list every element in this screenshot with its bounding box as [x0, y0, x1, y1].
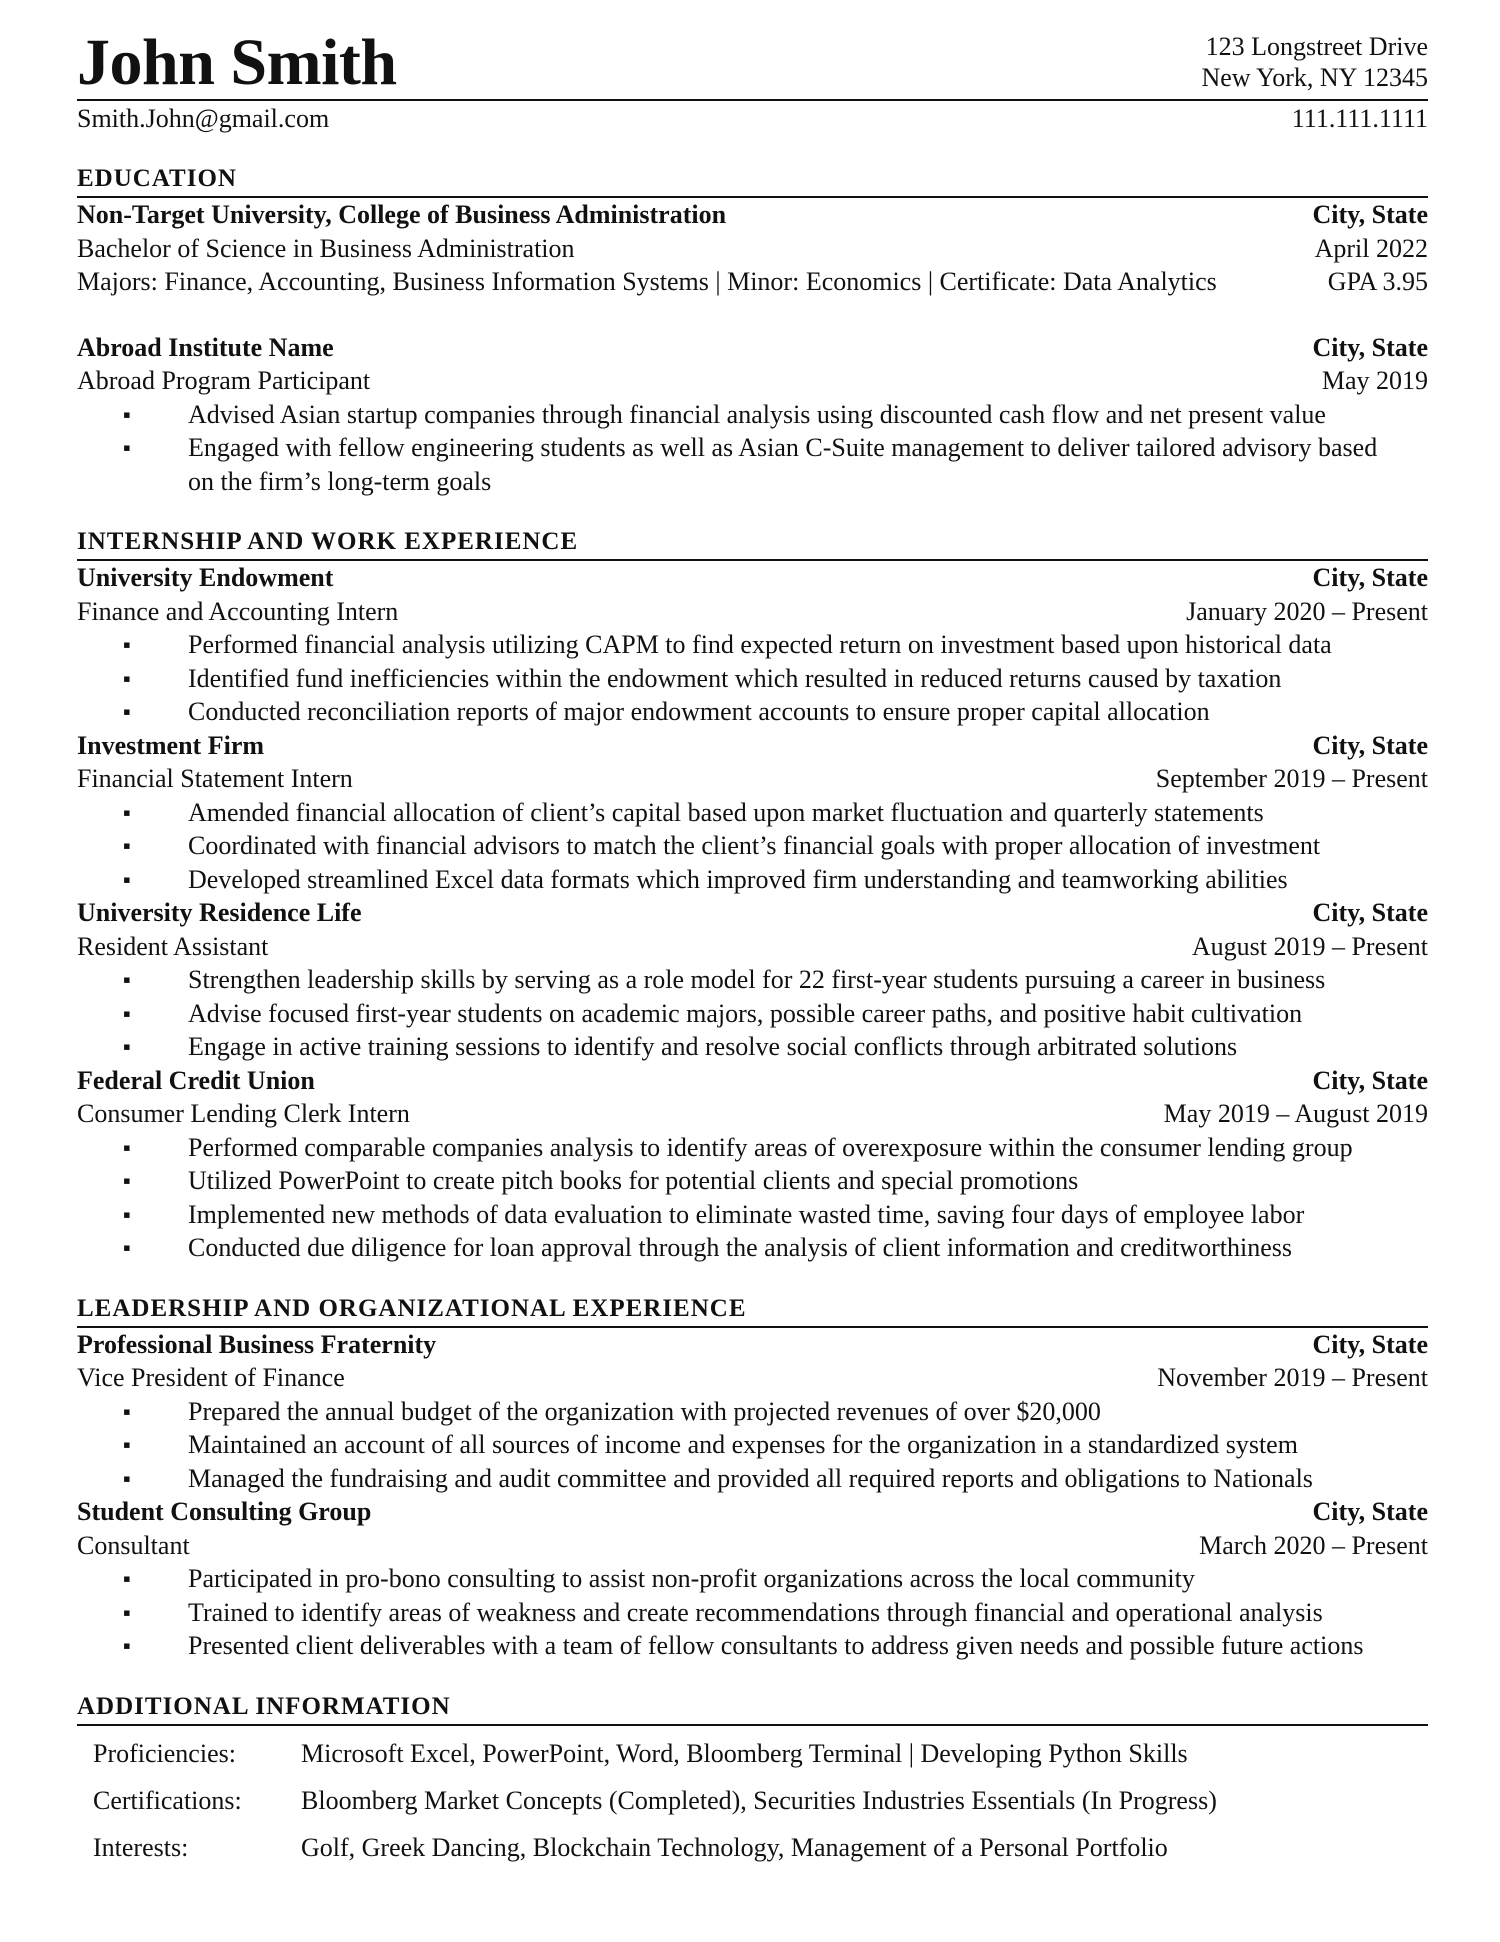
experience-entry [77, 561, 1428, 729]
date: April 2022 [1314, 233, 1428, 263]
date: May 2019 – August 2019 [1163, 1099, 1428, 1128]
bullet-item: ▪ Prepared the annual budget of the organization with projected revenues of over $20,000 [77, 1395, 1428, 1429]
org-location: City, State [1312, 898, 1428, 927]
bullet-item: ▪ Developed streamlined Excel data formats which improved firm understanding and teamworking abilities [77, 863, 1428, 897]
leadership-section [77, 1295, 1428, 1663]
phone: 111.111.1111 [1291, 104, 1428, 133]
org-location: City, State [1312, 730, 1428, 760]
education-entry [77, 331, 1428, 499]
role: Consumer Lending Clerk Intern [77, 1099, 410, 1128]
gpa: GPA 3.95 [1327, 267, 1428, 296]
additional-section [77, 1693, 1428, 1871]
education-section [77, 165, 1428, 498]
bullet-item: ▪ Engaged with fellow engineering students as well as Asian C-Suite management to deliver tailored advisory based [77, 431, 1428, 465]
org-name: University Endowment [77, 563, 334, 592]
section-title: EDUCATION [77, 165, 1428, 198]
info-row [77, 1730, 1428, 1777]
info-label: Proficiencies: [93, 1738, 236, 1768]
experience-section [77, 528, 1428, 1265]
bullet-item: ▪ Identified fund inefficiencies within the endowment which resulted in reduced returns caused by taxation [77, 662, 1428, 696]
degree: Bachelor of Science in Business Administration [77, 233, 575, 263]
bullet-list [77, 628, 1428, 729]
bullet-item: ▪ Strengthen leadership skills by serving as a role model for 22 first-year students pursuing a career in business [77, 963, 1428, 997]
info-row [77, 1777, 1428, 1824]
bullet-list [77, 398, 1428, 499]
org-name: Abroad Institute Name [77, 332, 334, 362]
org-location: City, State [1312, 1329, 1428, 1359]
experience-entry [77, 896, 1428, 1064]
date: September 2019 – Present [1155, 764, 1428, 793]
bullet-item: ▪ Advise focused first-year students on academic majors, possible career paths, and positive habit cultivation [77, 997, 1428, 1031]
date: August 2019 – Present [1191, 931, 1428, 961]
role: Abroad Program Participant [77, 366, 371, 395]
bullet-list [77, 1395, 1428, 1496]
bullet-list [77, 963, 1428, 1064]
leadership-entry [77, 1328, 1428, 1496]
date: November 2019 – Present [1157, 1363, 1428, 1392]
email: Smith.John@gmail.com [77, 104, 330, 133]
role: Finance and Accounting Intern [77, 596, 399, 626]
bullet-item: ▪ Maintained an account of all sources of income and expenses for the organization in a standardized system [77, 1428, 1428, 1462]
bullet-item: ▪ Conducted due diligence for loan approval through the analysis of client information and creditworthiness [77, 1231, 1428, 1265]
address-block [1201, 31, 1428, 93]
org-location: City, State [1312, 1497, 1428, 1526]
bullet-item: ▪ Engage in active training sessions to identify and resolve social conflicts through arbitrated solutions [77, 1030, 1428, 1064]
additional-info-table [77, 1730, 1428, 1871]
bullet-continuation: on the firm’s long-term goals [188, 466, 492, 496]
bullet-item: ▪ Managed the fundraising and audit committee and provided all required reports and obligations to Nationals [77, 1462, 1428, 1496]
org-name: University Residence Life [77, 898, 362, 927]
org-location: City, State [1312, 563, 1428, 592]
org-location: City, State [1312, 200, 1428, 229]
bullet-item: ▪ Advised Asian startup companies through financial analysis using discounted cash flow and net present value [77, 398, 1428, 432]
info-value: Bloomberg Market Concepts (Completed), Securities Industries Essentials (In Progress) [301, 1785, 1217, 1815]
info-row [77, 1824, 1428, 1871]
role: Vice President of Finance [77, 1363, 345, 1392]
date: January 2020 – Present [1186, 596, 1428, 626]
bullet-item: ▪ Presented client deliverables with a team of fellow consultants to address given needs and possible future actions [77, 1629, 1428, 1663]
info-value: Golf, Greek Dancing, Blockchain Technology, Management of a Personal Portfolio [301, 1832, 1168, 1862]
contact-row [77, 103, 1428, 135]
bullet-item: ▪ Performed financial analysis utilizing CAPM to find expected return on investment based upon historical data [77, 628, 1428, 662]
org-name: Non-Target University, College of Business Administration [77, 200, 727, 229]
org-location: City, State [1312, 1065, 1428, 1095]
role: Resident Assistant [77, 931, 269, 961]
bullet-item: ▪ Participated in pro-bono consulting to assist non-profit organizations across the local community [77, 1562, 1428, 1596]
leadership-entry [77, 1495, 1428, 1663]
org-name: Federal Credit Union [77, 1065, 315, 1095]
bullet-item: ▪ Coordinated with financial advisors to match the client’s financial goals with proper allocation of investment [77, 829, 1428, 863]
org-name: Professional Business Fraternity [77, 1329, 437, 1359]
address-line-2: New York, NY 12345 [1201, 63, 1428, 92]
experience-entry [77, 1064, 1428, 1265]
section-title: INTERNSHIP AND WORK EXPERIENCE [77, 528, 1428, 561]
org-location: City, State [1312, 332, 1428, 362]
bullet-item: ▪ Utilized PowerPoint to create pitch books for potential clients and special promotions [77, 1164, 1428, 1198]
bullet-item: ▪ Performed comparable companies analysis to identify areas of overexposure within the consumer lending group [77, 1131, 1428, 1165]
bullet-item: ▪ Conducted reconciliation reports of major endowment accounts to ensure proper capital allocation [77, 695, 1428, 729]
info-label: Certifications: [93, 1785, 242, 1815]
bullet-item: ▪ Implemented new methods of data evaluation to eliminate wasted time, saving four days of employee labor [77, 1198, 1428, 1232]
date: May 2019 [1321, 366, 1428, 395]
bullet-list [77, 796, 1428, 897]
bullet-list [77, 1562, 1428, 1663]
majors: Majors: Finance, Accounting, Business Information Systems | Minor: Economics | Certificate: Data Analytics [77, 267, 1217, 296]
role: Consultant [77, 1530, 190, 1560]
bullet-list [77, 1131, 1428, 1265]
section-title: LEADERSHIP AND ORGANIZATIONAL EXPERIENCE [77, 1295, 1428, 1328]
resume-page [77, 26, 1428, 1871]
address-line-1: 123 Longstreet Drive [1205, 32, 1428, 61]
org-name: Investment Firm [77, 730, 265, 760]
bullet-item: ▪ Amended financial allocation of client’s capital based upon market fluctuation and quarterly statements [77, 796, 1428, 830]
date: March 2020 – Present [1199, 1530, 1428, 1560]
section-title: ADDITIONAL INFORMATION [77, 1693, 1428, 1726]
education-entry [77, 198, 1428, 299]
candidate-name: John Smith [77, 26, 397, 99]
resume-header [77, 26, 1428, 101]
role: Financial Statement Intern [77, 764, 353, 793]
info-value: Microsoft Excel, PowerPoint, Word, Bloomberg Terminal | Developing Python Skills [301, 1738, 1188, 1768]
bullet-item: ▪ Trained to identify areas of weakness and create recommendations through financial and operational analysis [77, 1596, 1428, 1630]
org-name: Student Consulting Group [77, 1497, 372, 1526]
info-label: Interests: [93, 1832, 189, 1862]
experience-entry [77, 729, 1428, 897]
